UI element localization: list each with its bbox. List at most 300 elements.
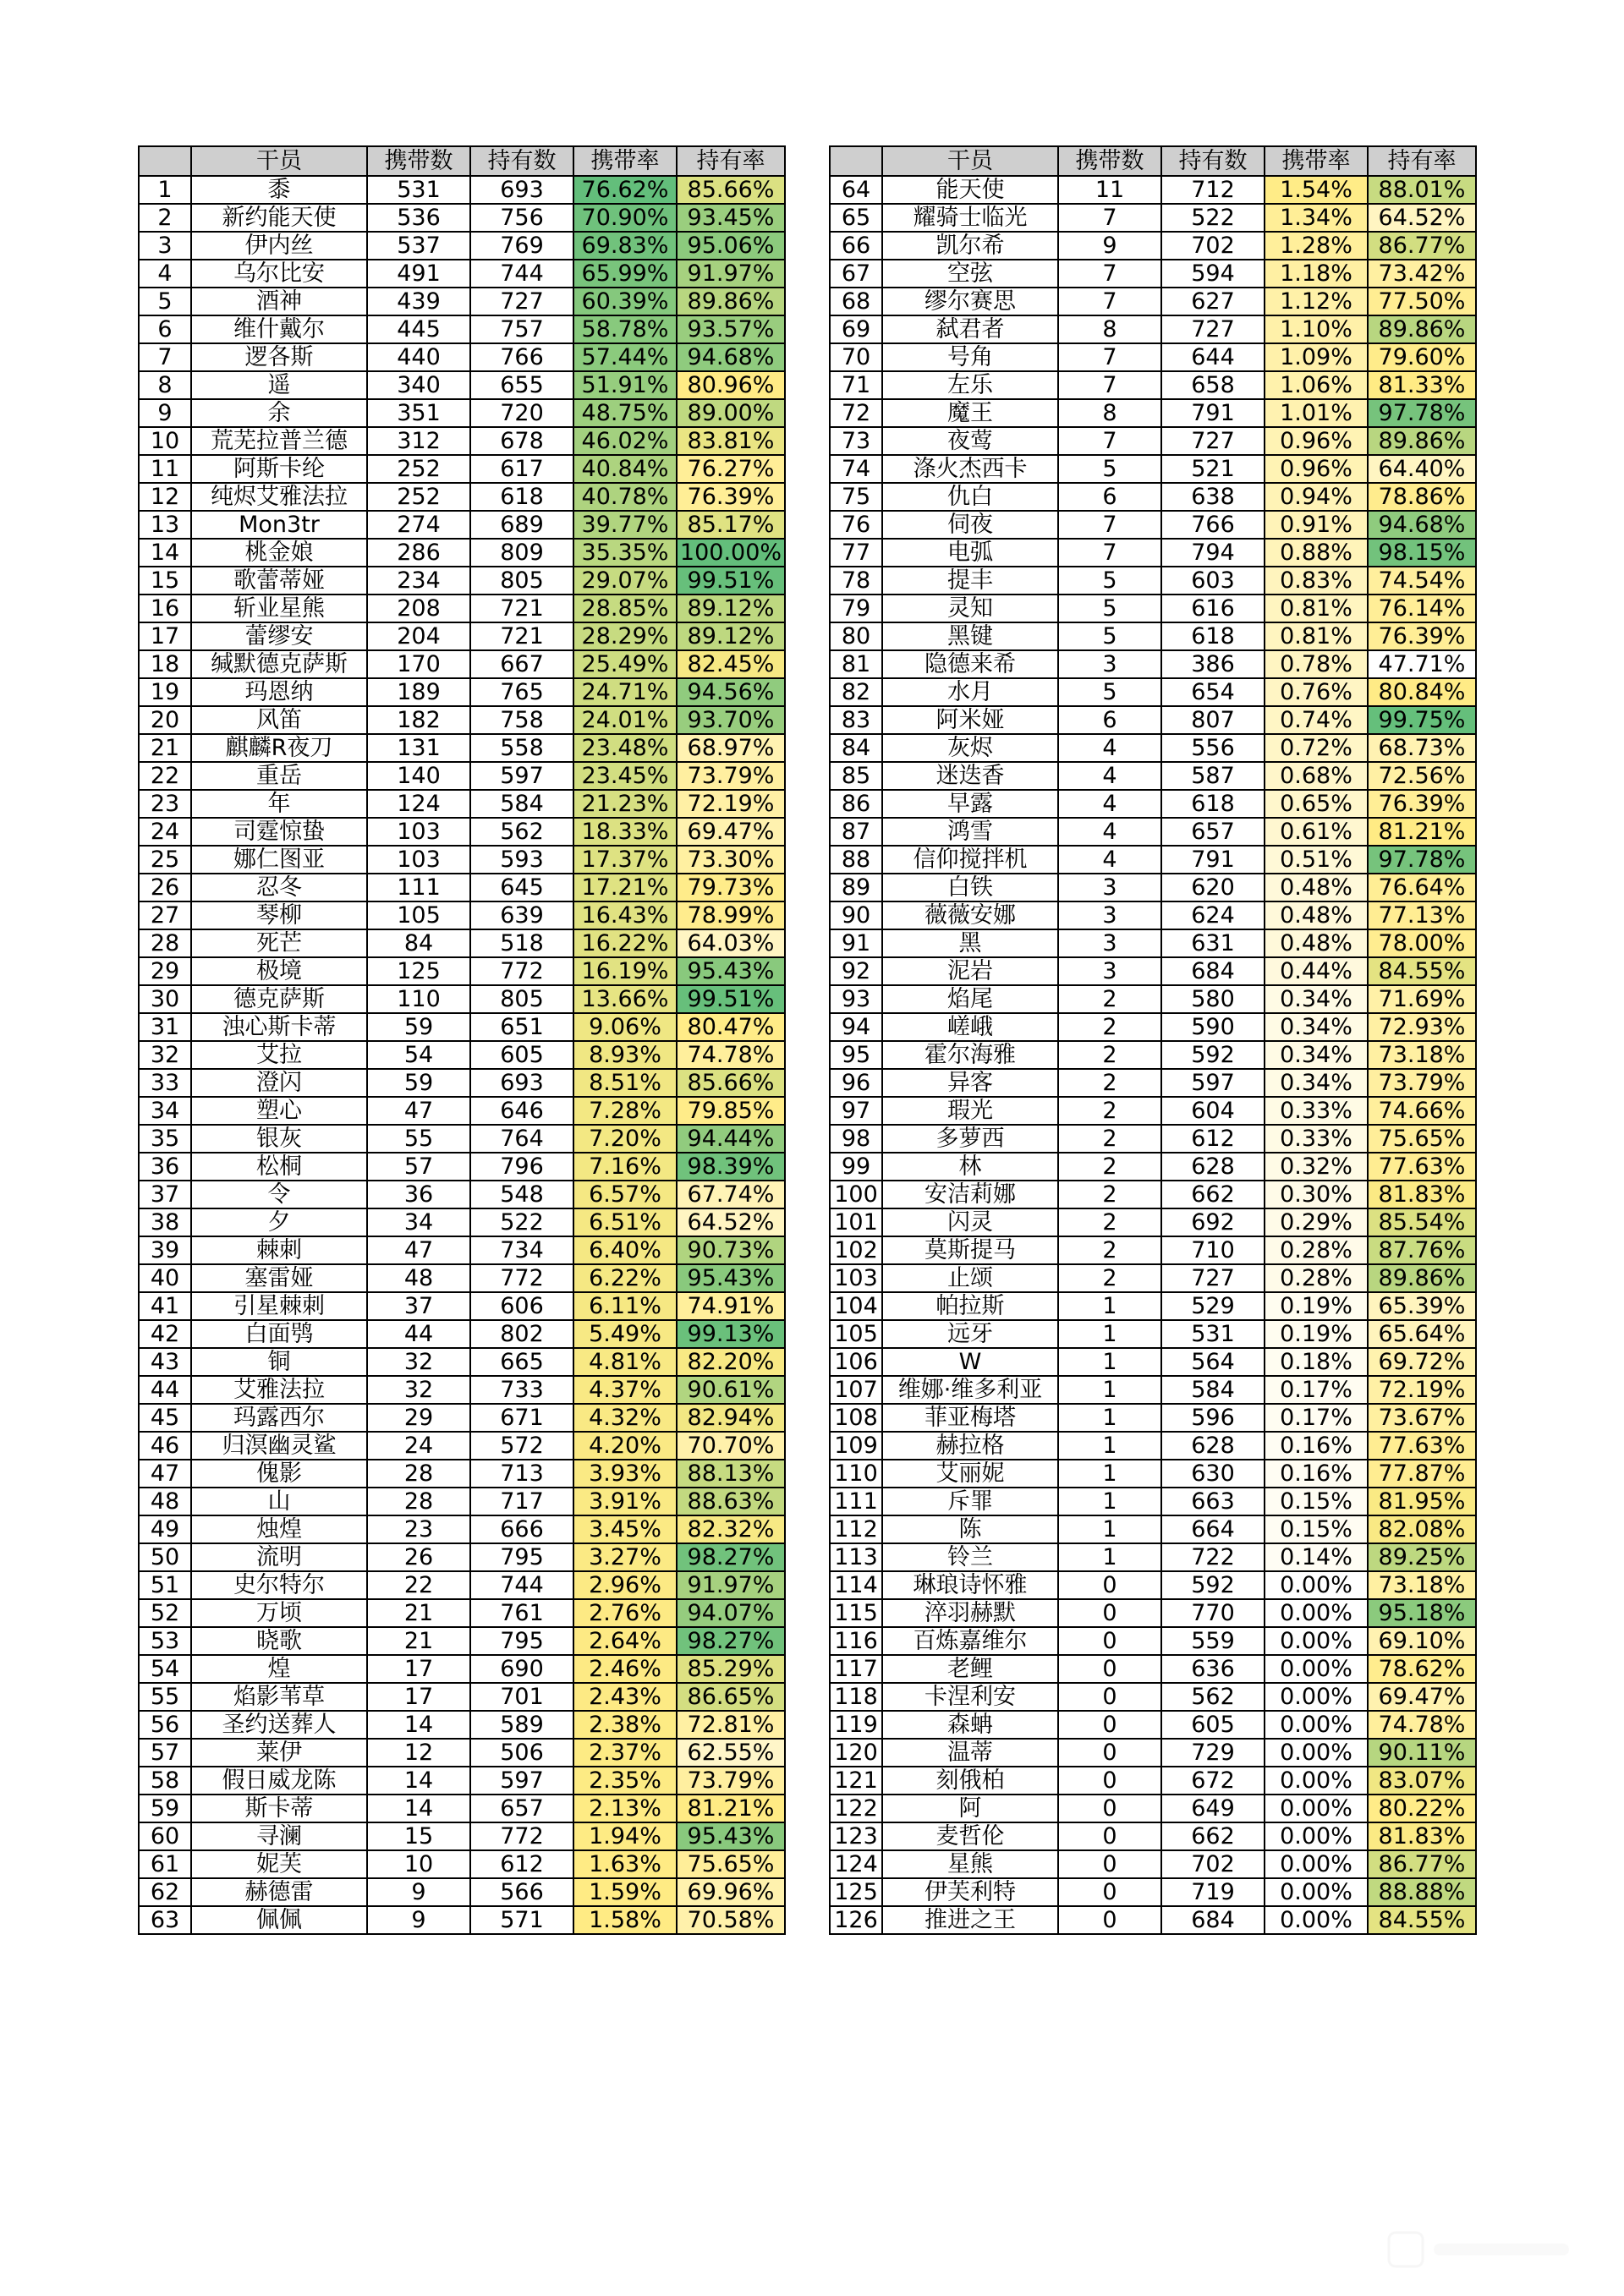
cell-operator-name: 提丰 (882, 567, 1058, 595)
cell-own-rate: 89.86% (1368, 1264, 1476, 1292)
cell-rank: 23 (139, 790, 191, 818)
cell-own-rate: 88.01% (1368, 176, 1476, 204)
cell-own-rate: 100.00% (677, 539, 785, 567)
cell-rank: 35 (139, 1125, 191, 1153)
table-row (139, 455, 785, 483)
cell-own-rate: 94.68% (1368, 511, 1476, 539)
table-row (830, 1236, 1476, 1264)
cell-own-count: 636 (1161, 1655, 1265, 1683)
table-row (830, 818, 1476, 846)
cell-own-count: 769 (470, 232, 573, 260)
cell-rank: 10 (139, 427, 191, 455)
table-row (139, 427, 785, 455)
cell-own-count: 671 (470, 1404, 573, 1432)
cell-own-count: 805 (470, 985, 573, 1013)
cell-own-count: 618 (1161, 790, 1265, 818)
table-row (139, 315, 785, 343)
cell-own-count: 795 (470, 1543, 573, 1571)
cell-own-rate: 75.65% (677, 1850, 785, 1878)
cell-own-count: 590 (1161, 1013, 1265, 1041)
cell-own-count: 678 (470, 427, 573, 455)
cell-own-count: 522 (470, 1208, 573, 1236)
cell-carry-rate: 29.07% (573, 567, 677, 595)
cell-own-rate: 89.12% (677, 595, 785, 622)
table-row (139, 1627, 785, 1655)
cell-carry-count: 4 (1058, 762, 1161, 790)
cell-operator-name: 赫拉格 (882, 1432, 1058, 1460)
table-row (830, 622, 1476, 650)
cell-carry-count: 6 (1058, 483, 1161, 511)
cell-rank: 60 (139, 1822, 191, 1850)
cell-rank: 25 (139, 846, 191, 874)
table-row (139, 1208, 785, 1236)
cell-operator-name: 淬羽赫默 (882, 1599, 1058, 1627)
cell-own-count: 639 (470, 901, 573, 929)
cell-carry-count: 7 (1058, 371, 1161, 399)
cell-operator-name: 缪尔赛思 (882, 288, 1058, 315)
cell-own-count: 702 (1161, 1850, 1265, 1878)
cell-carry-count: 11 (1058, 176, 1161, 204)
cell-own-count: 617 (470, 455, 573, 483)
cell-carry-rate: 0.68% (1265, 762, 1368, 790)
cell-own-rate: 64.03% (677, 929, 785, 957)
cell-operator-name: 风笛 (191, 706, 367, 734)
cell-carry-rate: 1.58% (573, 1906, 677, 1934)
cell-own-count: 658 (1161, 371, 1265, 399)
cell-own-count: 692 (1161, 1208, 1265, 1236)
cell-operator-name: 维娜·维多利亚 (882, 1376, 1058, 1404)
cell-operator-name: 推进之王 (882, 1906, 1058, 1934)
cell-own-rate: 98.27% (677, 1627, 785, 1655)
table-row (139, 901, 785, 929)
cell-own-count: 766 (1161, 511, 1265, 539)
cell-carry-count: 0 (1058, 1599, 1161, 1627)
cell-operator-name: 维什戴尔 (191, 315, 367, 343)
cell-own-rate: 72.56% (1368, 762, 1476, 790)
cell-own-rate: 93.45% (677, 204, 785, 232)
cell-own-count: 693 (470, 1069, 573, 1097)
cell-carry-rate: 2.96% (573, 1571, 677, 1599)
cell-rank: 33 (139, 1069, 191, 1097)
table-row (139, 1460, 785, 1488)
cell-own-rate: 77.13% (1368, 901, 1476, 929)
cell-carry-rate: 3.93% (573, 1460, 677, 1488)
cell-operator-name: 玛露西尔 (191, 1404, 367, 1432)
table-row (830, 1097, 1476, 1125)
cell-carry-rate: 57.44% (573, 343, 677, 371)
cell-carry-rate: 13.66% (573, 985, 677, 1013)
cell-carry-count: 55 (367, 1125, 470, 1153)
cell-own-rate: 80.96% (677, 371, 785, 399)
cell-own-rate: 98.15% (1368, 539, 1476, 567)
cell-operator-name: 余 (191, 399, 367, 427)
cell-own-count: 791 (1161, 399, 1265, 427)
table-row (139, 1181, 785, 1208)
cell-rank: 44 (139, 1376, 191, 1404)
cell-own-rate: 73.79% (677, 1767, 785, 1795)
cell-rank: 55 (139, 1683, 191, 1711)
cell-own-count: 684 (1161, 1906, 1265, 1934)
cell-rank: 75 (830, 483, 882, 511)
cell-carry-rate: 7.20% (573, 1125, 677, 1153)
table-row (830, 1013, 1476, 1041)
cell-own-count: 584 (470, 790, 573, 818)
cell-carry-count: 7 (1058, 260, 1161, 288)
cell-carry-rate: 39.77% (573, 511, 677, 539)
cell-own-rate: 47.71% (1368, 650, 1476, 678)
cell-carry-count: 59 (367, 1069, 470, 1097)
cell-operator-name: 泥岩 (882, 957, 1058, 985)
table-row (139, 1041, 785, 1069)
cell-own-rate: 95.43% (677, 1264, 785, 1292)
cell-operator-name: 空弦 (882, 260, 1058, 288)
cell-operator-name: 弑君者 (882, 315, 1058, 343)
cell-carry-rate: 0.78% (1265, 650, 1368, 678)
table-row (830, 734, 1476, 762)
cell-carry-count: 24 (367, 1432, 470, 1460)
table-row (139, 929, 785, 957)
cell-own-rate: 82.94% (677, 1404, 785, 1432)
cell-rank: 17 (139, 622, 191, 650)
table-row (830, 567, 1476, 595)
cell-carry-count: 2 (1058, 1236, 1161, 1264)
cell-own-rate: 90.61% (677, 1376, 785, 1404)
cell-carry-count: 1 (1058, 1543, 1161, 1571)
cell-own-count: 770 (1161, 1599, 1265, 1627)
cell-operator-name: 陈 (882, 1515, 1058, 1543)
cell-own-rate: 78.00% (1368, 929, 1476, 957)
table-row (139, 762, 785, 790)
cell-carry-rate: 0.14% (1265, 1543, 1368, 1571)
cell-carry-count: 124 (367, 790, 470, 818)
cell-carry-count: 6 (1058, 706, 1161, 734)
header-operator: 干员 (882, 146, 1058, 176)
cell-operator-name: 艾拉 (191, 1041, 367, 1069)
cell-carry-rate: 0.74% (1265, 706, 1368, 734)
cell-own-rate: 76.14% (1368, 595, 1476, 622)
cell-own-count: 794 (1161, 539, 1265, 567)
cell-own-count: 772 (470, 1264, 573, 1292)
cell-own-rate: 74.78% (677, 1041, 785, 1069)
cell-operator-name: 棘刺 (191, 1236, 367, 1264)
cell-own-count: 765 (470, 678, 573, 706)
cell-carry-rate: 0.32% (1265, 1153, 1368, 1181)
cell-rank: 70 (830, 343, 882, 371)
cell-own-count: 729 (1161, 1739, 1265, 1767)
cell-operator-name: 铜 (191, 1348, 367, 1376)
table-row (830, 1515, 1476, 1543)
cell-own-rate: 80.22% (1368, 1795, 1476, 1822)
cell-operator-name: 令 (191, 1181, 367, 1208)
table-row (139, 846, 785, 874)
cell-operator-name: 森蚺 (882, 1711, 1058, 1739)
header-own-count: 持有数 (1161, 146, 1265, 176)
cell-carry-rate: 8.93% (573, 1041, 677, 1069)
cell-carry-count: 7 (1058, 204, 1161, 232)
cell-rank: 110 (830, 1460, 882, 1488)
table-row (830, 1460, 1476, 1488)
cell-own-count: 657 (1161, 818, 1265, 846)
cell-own-count: 772 (470, 957, 573, 985)
table-row (830, 343, 1476, 371)
cell-carry-rate: 58.78% (573, 315, 677, 343)
cell-carry-count: 2 (1058, 1097, 1161, 1125)
cell-carry-count: 47 (367, 1236, 470, 1264)
cell-own-count: 672 (1161, 1767, 1265, 1795)
cell-operator-name: 霍尔海雅 (882, 1041, 1058, 1069)
cell-own-rate: 73.18% (1368, 1571, 1476, 1599)
table-row (139, 204, 785, 232)
table-row (830, 371, 1476, 399)
cell-operator-name: 伊芙利特 (882, 1878, 1058, 1906)
cell-rank: 38 (139, 1208, 191, 1236)
cell-carry-rate: 2.43% (573, 1683, 677, 1711)
cell-carry-rate: 60.39% (573, 288, 677, 315)
cell-rank: 106 (830, 1348, 882, 1376)
cell-carry-count: 1 (1058, 1488, 1161, 1515)
cell-carry-count: 2 (1058, 1153, 1161, 1181)
cell-carry-count: 0 (1058, 1822, 1161, 1850)
table-row (139, 371, 785, 399)
cell-own-rate: 77.50% (1368, 288, 1476, 315)
cell-rank: 26 (139, 874, 191, 901)
cell-own-count: 638 (1161, 483, 1265, 511)
table-row (830, 315, 1476, 343)
cell-own-count: 791 (1161, 846, 1265, 874)
cell-carry-rate: 0.00% (1265, 1739, 1368, 1767)
table-row (830, 846, 1476, 874)
cell-carry-count: 0 (1058, 1850, 1161, 1878)
cell-rank: 63 (139, 1906, 191, 1934)
cell-operator-name: 号角 (882, 343, 1058, 371)
cell-rank: 77 (830, 539, 882, 567)
cell-carry-rate: 0.81% (1265, 595, 1368, 622)
cell-own-rate: 65.39% (1368, 1292, 1476, 1320)
cell-carry-count: 9 (1058, 232, 1161, 260)
cell-carry-count: 37 (367, 1292, 470, 1320)
cell-operator-name: 引星棘刺 (191, 1292, 367, 1320)
cell-own-count: 566 (470, 1878, 573, 1906)
cell-carry-rate: 1.63% (573, 1850, 677, 1878)
table-row (830, 1208, 1476, 1236)
cell-carry-rate: 0.17% (1265, 1404, 1368, 1432)
cell-own-rate: 80.47% (677, 1013, 785, 1041)
cell-own-rate: 72.19% (1368, 1376, 1476, 1404)
table-row (139, 734, 785, 762)
cell-rank: 85 (830, 762, 882, 790)
cell-own-count: 712 (1161, 176, 1265, 204)
table-row (830, 1739, 1476, 1767)
cell-carry-rate: 18.33% (573, 818, 677, 846)
cell-carry-rate: 1.12% (1265, 288, 1368, 315)
table-row (830, 427, 1476, 455)
cell-own-count: 657 (470, 1795, 573, 1822)
cell-own-rate: 76.64% (1368, 874, 1476, 901)
cell-operator-name: 煌 (191, 1655, 367, 1683)
cell-carry-count: 312 (367, 427, 470, 455)
cell-carry-rate: 6.40% (573, 1236, 677, 1264)
cell-own-count: 645 (470, 874, 573, 901)
cell-rank: 29 (139, 957, 191, 985)
cell-operator-name: 异客 (882, 1069, 1058, 1097)
cell-operator-name: 莱伊 (191, 1739, 367, 1767)
table-body-left (139, 176, 785, 1934)
cell-rank: 99 (830, 1153, 882, 1181)
cell-rank: 82 (830, 678, 882, 706)
cell-rank: 52 (139, 1599, 191, 1627)
cell-own-count: 529 (1161, 1292, 1265, 1320)
cell-carry-count: 445 (367, 315, 470, 343)
cell-own-count: 564 (1161, 1348, 1265, 1376)
cell-own-rate: 94.68% (677, 343, 785, 371)
cell-own-rate: 70.58% (677, 1906, 785, 1934)
cell-rank: 97 (830, 1097, 882, 1125)
cell-own-count: 559 (1161, 1627, 1265, 1655)
cell-own-count: 521 (1161, 455, 1265, 483)
cell-own-count: 612 (470, 1850, 573, 1878)
cell-operator-name: 桃金娘 (191, 539, 367, 567)
cell-operator-name: 卡涅利安 (882, 1683, 1058, 1711)
cell-own-rate: 64.52% (1368, 204, 1476, 232)
cell-carry-count: 57 (367, 1153, 470, 1181)
cell-own-count: 386 (1161, 650, 1265, 678)
table-row (830, 1627, 1476, 1655)
cell-own-count: 571 (470, 1906, 573, 1934)
cell-operator-name: 琴柳 (191, 901, 367, 929)
cell-carry-count: 252 (367, 483, 470, 511)
cell-own-rate: 89.00% (677, 399, 785, 427)
cell-rank: 67 (830, 260, 882, 288)
cell-own-count: 693 (470, 176, 573, 204)
cell-own-count: 655 (470, 371, 573, 399)
cell-operator-name: 早露 (882, 790, 1058, 818)
cell-operator-name: 瑕光 (882, 1097, 1058, 1125)
cell-own-rate: 91.97% (677, 260, 785, 288)
header-carry-count: 携带数 (1058, 146, 1161, 176)
cell-operator-name: 白面鸮 (191, 1320, 367, 1348)
cell-own-count: 589 (470, 1711, 573, 1739)
cell-own-rate: 64.40% (1368, 455, 1476, 483)
cell-carry-rate: 16.43% (573, 901, 677, 929)
cell-carry-count: 7 (1058, 511, 1161, 539)
usage-table-left (138, 145, 786, 1935)
cell-rank: 28 (139, 929, 191, 957)
cell-own-count: 618 (470, 483, 573, 511)
table-row (830, 1348, 1476, 1376)
cell-own-rate: 89.86% (1368, 427, 1476, 455)
cell-own-count: 631 (1161, 929, 1265, 957)
cell-carry-count: 204 (367, 622, 470, 650)
table-row (830, 1906, 1476, 1934)
cell-own-count: 556 (1161, 734, 1265, 762)
table-row (830, 901, 1476, 929)
table-row (830, 1822, 1476, 1850)
cell-carry-rate: 0.81% (1265, 622, 1368, 650)
cell-rank: 11 (139, 455, 191, 483)
cell-own-count: 624 (1161, 901, 1265, 929)
table-row (830, 678, 1476, 706)
cell-own-count: 597 (470, 1767, 573, 1795)
cell-rank: 92 (830, 957, 882, 985)
cell-rank: 83 (830, 706, 882, 734)
cell-rank: 121 (830, 1767, 882, 1795)
table-row (830, 1069, 1476, 1097)
cell-own-rate: 94.56% (677, 678, 785, 706)
cell-rank: 100 (830, 1181, 882, 1208)
cell-carry-count: 10 (367, 1850, 470, 1878)
cell-operator-name: 薇薇安娜 (882, 901, 1058, 929)
cell-carry-count: 21 (367, 1627, 470, 1655)
cell-own-rate: 69.72% (1368, 1348, 1476, 1376)
cell-own-rate: 68.97% (677, 734, 785, 762)
cell-carry-rate: 2.37% (573, 1739, 677, 1767)
cell-own-count: 766 (470, 343, 573, 371)
cell-own-rate: 76.27% (677, 455, 785, 483)
table-row (139, 176, 785, 204)
cell-operator-name: 安洁莉娜 (882, 1181, 1058, 1208)
cell-operator-name: 妮芙 (191, 1850, 367, 1878)
cell-operator-name: 麦哲伦 (882, 1822, 1058, 1850)
cell-rank: 94 (830, 1013, 882, 1041)
cell-carry-count: 14 (367, 1767, 470, 1795)
cell-own-count: 764 (470, 1125, 573, 1153)
cell-carry-rate: 8.51% (573, 1069, 677, 1097)
cell-rank: 80 (830, 622, 882, 650)
cell-own-rate: 95.43% (677, 1822, 785, 1850)
cell-own-count: 603 (1161, 567, 1265, 595)
cell-own-rate: 76.39% (1368, 790, 1476, 818)
cell-own-rate: 93.70% (677, 706, 785, 734)
cell-own-count: 805 (470, 567, 573, 595)
table-row (830, 1655, 1476, 1683)
table-row (139, 1292, 785, 1320)
cell-rank: 66 (830, 232, 882, 260)
cell-operator-name: 忍冬 (191, 874, 367, 901)
cell-carry-rate: 28.29% (573, 622, 677, 650)
cell-carry-rate: 0.48% (1265, 901, 1368, 929)
cell-carry-count: 17 (367, 1683, 470, 1711)
cell-carry-rate: 0.00% (1265, 1906, 1368, 1934)
cell-carry-rate: 9.06% (573, 1013, 677, 1041)
cell-carry-rate: 0.51% (1265, 846, 1368, 874)
cell-own-rate: 86.77% (1368, 232, 1476, 260)
cell-carry-rate: 0.00% (1265, 1795, 1368, 1822)
cell-rank: 118 (830, 1683, 882, 1711)
cell-own-rate: 95.18% (1368, 1599, 1476, 1627)
cell-rank: 48 (139, 1488, 191, 1515)
cell-operator-name: 傀影 (191, 1460, 367, 1488)
cell-rank: 27 (139, 901, 191, 929)
cell-own-count: 522 (1161, 204, 1265, 232)
cell-carry-rate: 0.00% (1265, 1711, 1368, 1739)
cell-own-rate: 77.63% (1368, 1432, 1476, 1460)
cell-own-count: 722 (1161, 1543, 1265, 1571)
table-row (139, 232, 785, 260)
cell-own-rate: 79.60% (1368, 343, 1476, 371)
cell-rank: 6 (139, 315, 191, 343)
cell-own-count: 644 (1161, 343, 1265, 371)
cell-rank: 72 (830, 399, 882, 427)
cell-carry-rate: 17.21% (573, 874, 677, 901)
cell-rank: 58 (139, 1767, 191, 1795)
cell-carry-count: 2 (1058, 1264, 1161, 1292)
cell-carry-count: 44 (367, 1320, 470, 1348)
cell-own-count: 584 (1161, 1376, 1265, 1404)
cell-operator-name: 寻澜 (191, 1822, 367, 1850)
cell-carry-rate: 0.96% (1265, 455, 1368, 483)
cell-carry-rate: 0.34% (1265, 1069, 1368, 1097)
cell-rank: 105 (830, 1320, 882, 1348)
